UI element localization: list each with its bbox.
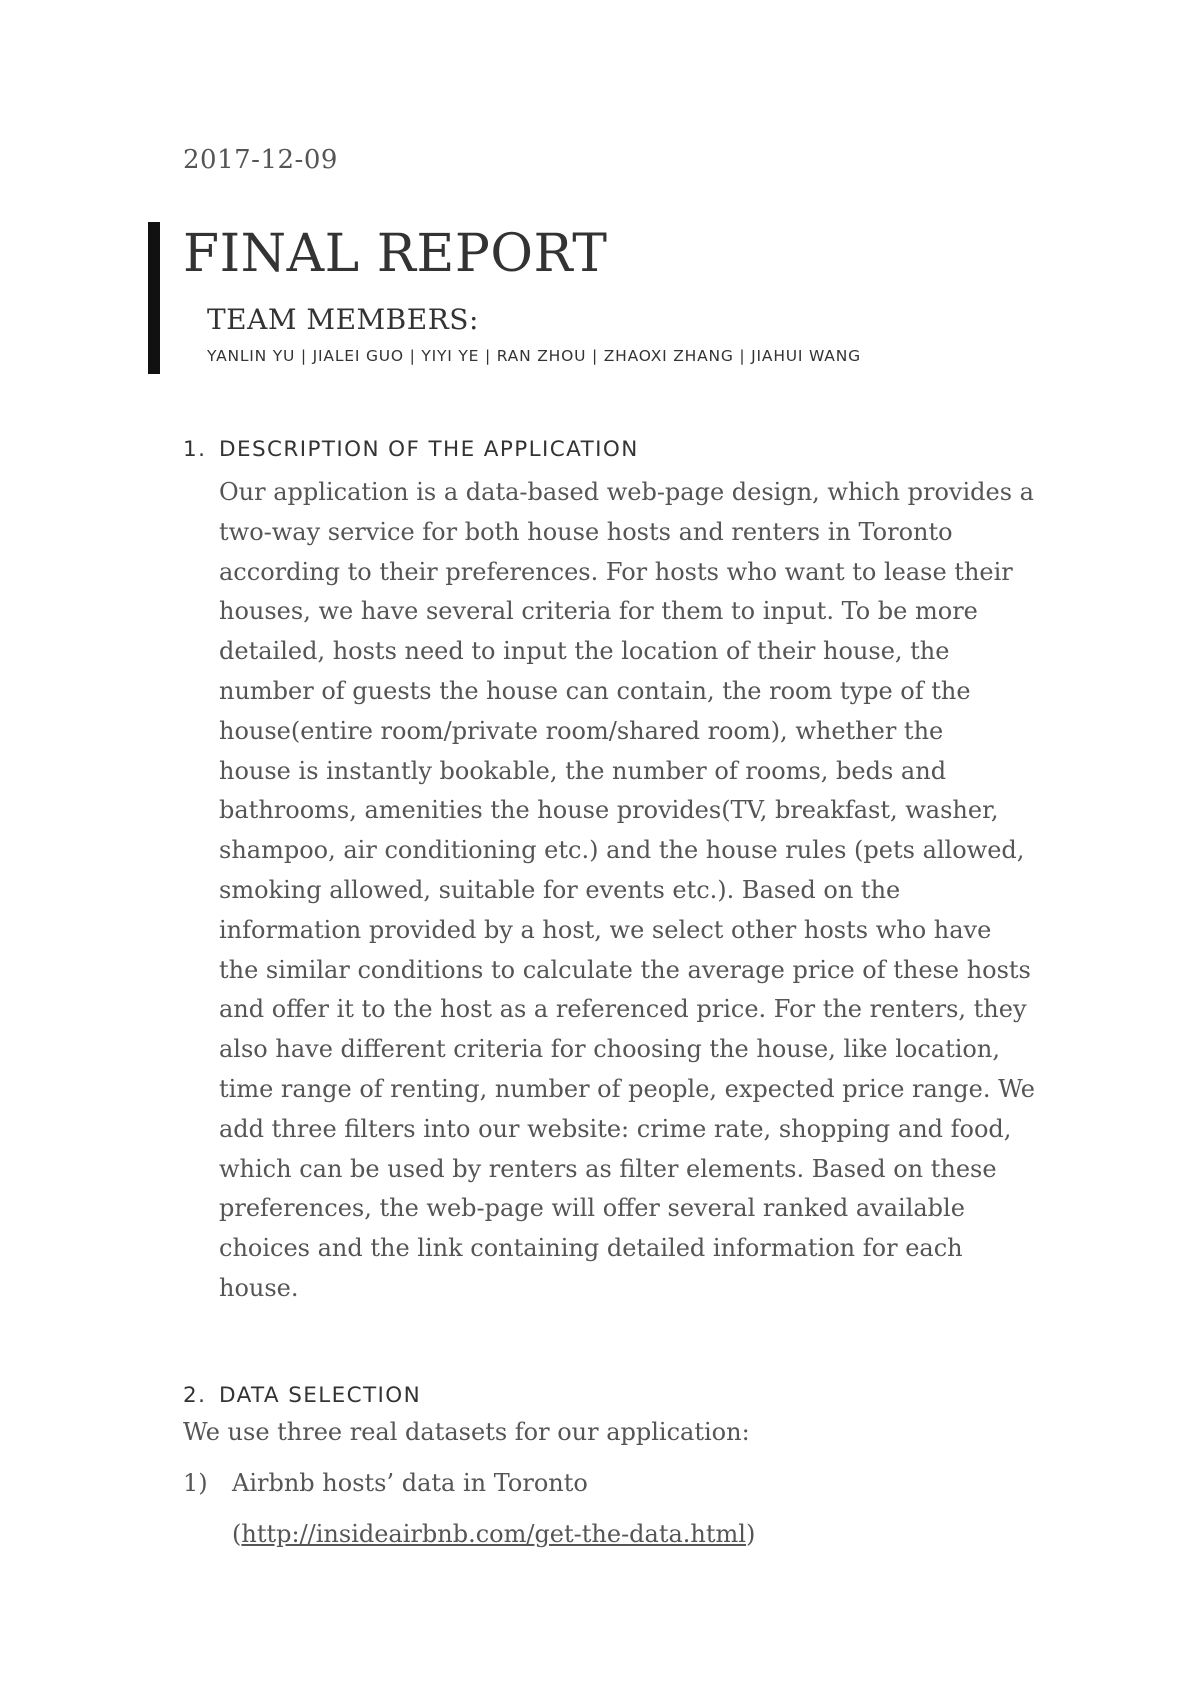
paragraph-line: detailed, hosts need to input the location of their house, the [219,637,950,666]
paragraph-line: according to their preferences. For hosts who want to lease their [219,557,1013,586]
dataset-link-line [232,1520,755,1548]
list-marker: 1) [183,1469,208,1497]
title-accent-bar [148,222,160,374]
description-paragraph [219,473,1039,1309]
paragraph-line: shampoo, air conditioning etc.) and the house rules (pets allowed, [219,836,1025,865]
team-members-label: TEAM MEMBERS: [207,303,479,336]
paragraph-line: bathrooms, amenities the house provides(TV, breakfast, washer, [219,796,999,825]
paragraph-line: add three filters into our website: crime rate, shopping and food, [219,1114,1012,1143]
dataset-list-item [183,1469,588,1497]
team-members-list: YANLIN YU | JIALEI GUO | YIYI YE | RAN ZHOU | ZHAOXI ZHANG | JIAHUI WANG [207,347,861,365]
section-2-heading [183,1383,421,1408]
paragraph-line: house(entire room/private room/shared room), whether the [219,716,944,745]
section-1-heading [183,437,639,462]
section-1-number: 1. [183,437,207,462]
data-selection-intro: We use three real datasets for our application: [183,1418,750,1446]
section-2-title: DATA SELECTION [219,1383,422,1408]
paragraph-line: houses, we have several criteria for them to input. To be more [219,597,978,626]
paragraph-line: house. [219,1273,299,1302]
paragraph-line: two-way service for both house hosts and renters in Toronto [219,517,953,546]
paragraph-line: number of guests the house can contain, the room type of the [219,676,971,705]
paragraph-line: the similar conditions to calculate the average price of these hosts [219,955,1031,984]
paragraph-line: smoking allowed, suitable for events etc.). Based on the [219,875,901,904]
paragraph-line: Our application is a data-based web-page design, which provides a [219,478,1034,506]
paragraph-line: choices and the link containing detailed information for each [219,1234,963,1263]
section-2-number: 2. [183,1383,207,1408]
paragraph-line: which can be used by renters as filter elements. Based on these [219,1154,997,1183]
dataset-source-link[interactable]: http://insideairbnb.com/get-the-data.html [241,1520,746,1548]
section-1-title: DESCRIPTION OF THE APPLICATION [219,437,639,462]
paragraph-line: time range of renting, number of people, expected price range. We [219,1074,1035,1103]
report-date: 2017-12-09 [183,145,338,175]
report-title: FINAL REPORT [183,224,608,284]
paragraph-line: house is instantly bookable, the number of rooms, beds and [219,756,947,785]
paragraph-line: and offer it to the host as a referenced price. For the renters, they [219,995,1027,1024]
dataset-name: Airbnb hosts’ data in Toronto [232,1469,588,1497]
link-paren-open: ( [232,1520,242,1548]
paragraph-line: preferences, the web-page will offer several ranked available [219,1194,965,1223]
link-paren-close: ) [745,1520,756,1548]
paragraph-line: information provided by a host, we select other hosts who have [219,915,992,944]
paragraph-line: also have different criteria for choosing the house, like location, [219,1035,1000,1064]
